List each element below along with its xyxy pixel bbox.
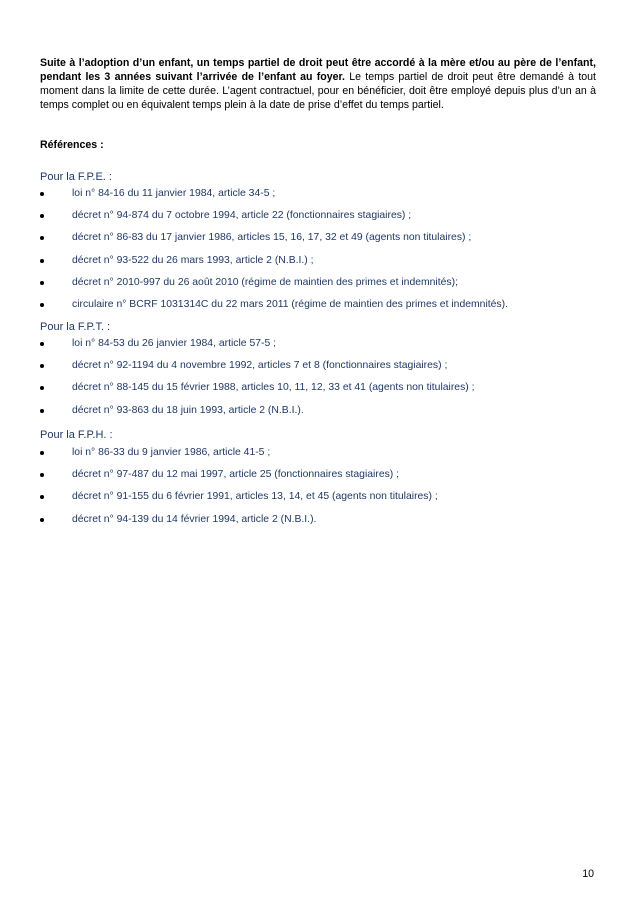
intro-regular-text: Le temps partiel de droit peut être demandé à tout moment dans la limite de cette durée. L’agent contractuel, pour en bénéficier, doit être employé depuis plus d’un an à temps complet ou en équivalent temps plein à la date de prise d’effet du temps partiel. <box>40 71 596 111</box>
bullet-icon <box>40 342 44 346</box>
intro-bold-text: Suite à l’adoption d’un enfant, un temps partiel de droit peut être accordé à la mère et/ou au père de l’enfant, pendant les 3 années suivant l’arrivée de l’enfant au foyer. <box>40 57 596 83</box>
bullet-icon <box>40 236 44 240</box>
section-title-fpe: Pour la F.P.E. : <box>40 171 112 183</box>
list-item-text: décret n° 92-1194 du 4 novembre 1992, articles 7 et 8 (fonctionnaires stagiaires) ; <box>72 360 448 372</box>
bullet-icon <box>40 495 44 499</box>
bullet-icon <box>40 214 44 218</box>
page-number: 10 <box>582 868 594 880</box>
bullet-icon <box>40 364 44 368</box>
section-title-fph: Pour la F.P.H. : <box>40 429 113 441</box>
list-item-text: circulaire n° BCRF 1031314C du 22 mars 2011 (régime de maintien des primes et indemnités). <box>72 298 508 310</box>
bullet-icon <box>40 259 44 263</box>
list-item-text: décret n° 94-139 du 14 février 1994, article 2 (N.B.I.). <box>72 513 317 525</box>
section-title-fpt: Pour la F.P.T. : <box>40 321 111 333</box>
list-item-text: décret n° 97-487 du 12 mai 1997, article 25 (fonctionnaires stagiaires) ; <box>72 469 400 481</box>
list-item-text: loi n° 86-33 du 9 janvier 1986, article 41-5 ; <box>72 447 271 458</box>
list-item-text: décret n° 2010-997 du 26 août 2010 (régime de maintien des primes et indemnités); <box>72 276 458 288</box>
bullet-icon <box>40 473 44 477</box>
list-item-text: décret n° 94-874 du 7 octobre 1994, article 22 (fonctionnaires stagiaires) ; <box>72 210 412 222</box>
bullet-icon <box>40 303 44 307</box>
list-item-text: loi n° 84-16 du 11 janvier 1984, article 34-5 ; <box>72 188 276 199</box>
bullet-icon <box>40 518 44 522</box>
list-item-text: décret n° 93-863 du 18 juin 1993, article 2 (N.B.I.). <box>72 404 304 416</box>
references-heading: Références : <box>40 139 104 151</box>
bullet-icon <box>40 451 44 455</box>
list-item-text: décret n° 86-83 du 17 janvier 1986, articles 15, 16, 17, 32 et 49 (agents non titulaires) ; <box>72 232 472 244</box>
bullet-icon <box>40 409 44 413</box>
list-item-text: décret n° 93-522 du 26 mars 1993, article 2 (N.B.I.) ; <box>72 254 314 266</box>
bullet-icon <box>40 386 44 390</box>
bullet-icon <box>40 281 44 285</box>
intro-paragraph <box>40 56 596 112</box>
list-item-text: loi n° 84-53 du 26 janvier 1984, article 57-5 ; <box>72 338 277 349</box>
list-item-text: décret n° 91-155 du 6 février 1991, articles 13, 14, et 45 (agents non titulaires) ; <box>72 491 438 503</box>
list-item-text: décret n° 88-145 du 15 février 1988, articles 10, 11, 12, 33 et 41 (agents non titulaires) ; <box>72 382 475 394</box>
bullet-icon <box>40 192 44 196</box>
